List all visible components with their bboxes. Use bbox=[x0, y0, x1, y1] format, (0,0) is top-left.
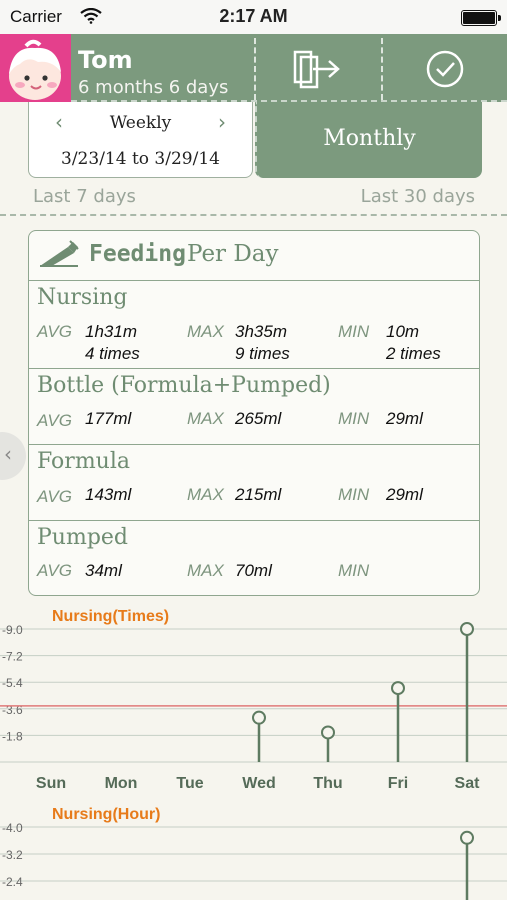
avg-label: AVG bbox=[37, 411, 72, 430]
max-value: 215ml bbox=[235, 485, 282, 504]
y-tick-label: -4.0 bbox=[2, 821, 23, 835]
avg-count: 4 times bbox=[85, 344, 140, 363]
profile-header bbox=[0, 34, 507, 102]
export-icon bbox=[291, 49, 347, 89]
y-tick-label: -1.8 bbox=[2, 729, 23, 744]
section-title: Formula bbox=[37, 449, 131, 474]
x-tick-label: Thu bbox=[313, 775, 343, 792]
nursing-times-chart bbox=[0, 612, 507, 802]
avg-value: 34ml bbox=[85, 561, 122, 580]
card-title: Feeding bbox=[89, 241, 186, 267]
monthly-label: Monthly bbox=[323, 126, 416, 151]
x-tick-label: Wed bbox=[242, 775, 276, 792]
avg-label: AVG bbox=[37, 561, 72, 580]
chart-title-unit: (Hour) bbox=[112, 806, 161, 823]
data-point bbox=[461, 623, 473, 635]
status-bar bbox=[0, 0, 507, 34]
max-value: 3h35m bbox=[235, 322, 287, 341]
y-tick-label: -9.0 bbox=[2, 623, 23, 637]
avg-value: 177ml bbox=[85, 409, 132, 428]
last-7-days-label: Last 7 days bbox=[33, 186, 136, 207]
chart-title-unit: (Times) bbox=[112, 608, 170, 625]
data-point bbox=[322, 726, 334, 738]
section-divider bbox=[0, 214, 507, 216]
chevron-left-icon: ‹ bbox=[4, 442, 12, 466]
avg-value: 143ml bbox=[85, 485, 132, 504]
max-value: 70ml bbox=[235, 561, 272, 580]
y-tick-label: -5.4 bbox=[2, 676, 23, 691]
battery-icon bbox=[461, 10, 497, 26]
avg-label: AVG bbox=[37, 487, 72, 506]
min-value: 29ml bbox=[386, 485, 423, 504]
previous-week-chevron-icon[interactable]: ‹ bbox=[55, 110, 63, 134]
max-label: MAX bbox=[187, 485, 224, 504]
min-count: 2 times bbox=[386, 344, 441, 363]
weekly-selector[interactable] bbox=[28, 102, 253, 178]
card-subtitle: Per Day bbox=[187, 241, 279, 267]
weekly-label: Weekly bbox=[109, 113, 172, 133]
done-button[interactable] bbox=[381, 38, 507, 100]
data-point bbox=[461, 832, 473, 844]
min-label: MIN bbox=[338, 409, 370, 428]
chart-title-main: Nursing bbox=[52, 806, 113, 823]
x-tick-label: Sat bbox=[454, 775, 480, 792]
y-tick-label: -3.2 bbox=[2, 848, 23, 862]
baby-name: Tom bbox=[78, 46, 133, 74]
min-value: 10m bbox=[386, 322, 420, 341]
carrier-label: Carrier bbox=[10, 7, 62, 26]
max-label: MAX bbox=[187, 561, 224, 580]
y-tick-label: -2.4 bbox=[2, 875, 23, 889]
last-30-days-label: Last 30 days bbox=[360, 186, 475, 207]
side-drawer-tab[interactable] bbox=[0, 432, 26, 480]
min-label: MIN bbox=[338, 485, 370, 504]
week-range: 3/23/14 to 3/29/14 bbox=[61, 149, 220, 169]
min-label: MIN bbox=[338, 322, 370, 341]
x-tick-label: Sun bbox=[35, 775, 67, 792]
section-title: Bottle (Formula+Pumped) bbox=[37, 373, 331, 398]
max-value: 265ml bbox=[235, 409, 282, 428]
y-tick-label: -3.6 bbox=[2, 702, 23, 717]
check-circle-icon bbox=[425, 49, 465, 89]
max-label: MAX bbox=[187, 322, 224, 341]
baby-age: 6 months 6 days bbox=[78, 77, 229, 98]
feeding-summary-card bbox=[28, 230, 480, 596]
x-tick-label: Fri bbox=[387, 775, 409, 792]
nursing-section bbox=[29, 281, 479, 369]
baby-avatar[interactable] bbox=[0, 34, 71, 102]
monthly-button[interactable] bbox=[255, 102, 482, 178]
pumped-section bbox=[29, 521, 479, 595]
bottle-section bbox=[29, 369, 479, 445]
x-tick-label: Mon bbox=[104, 775, 138, 792]
chart-title-main: Nursing bbox=[52, 608, 113, 625]
card-header bbox=[29, 231, 479, 281]
section-title: Nursing bbox=[37, 285, 128, 310]
section-title: Pumped bbox=[37, 525, 129, 550]
data-point bbox=[253, 712, 265, 724]
max-count: 9 times bbox=[235, 344, 290, 363]
next-week-chevron-icon[interactable]: › bbox=[218, 110, 226, 134]
nursing-hour-chart bbox=[0, 812, 507, 900]
max-label: MAX bbox=[187, 409, 224, 428]
min-value: 29ml bbox=[386, 409, 423, 428]
y-tick-label: -7.2 bbox=[2, 649, 23, 664]
avg-value: 1h31m bbox=[85, 322, 137, 341]
data-point bbox=[392, 682, 404, 694]
formula-section bbox=[29, 445, 479, 521]
clock: 2:17 AM bbox=[219, 6, 288, 26]
avg-label: AVG bbox=[37, 322, 72, 341]
x-tick-label: Tue bbox=[176, 775, 204, 792]
export-button[interactable] bbox=[254, 38, 381, 100]
min-label: MIN bbox=[338, 561, 370, 580]
bottle-icon bbox=[38, 239, 80, 273]
